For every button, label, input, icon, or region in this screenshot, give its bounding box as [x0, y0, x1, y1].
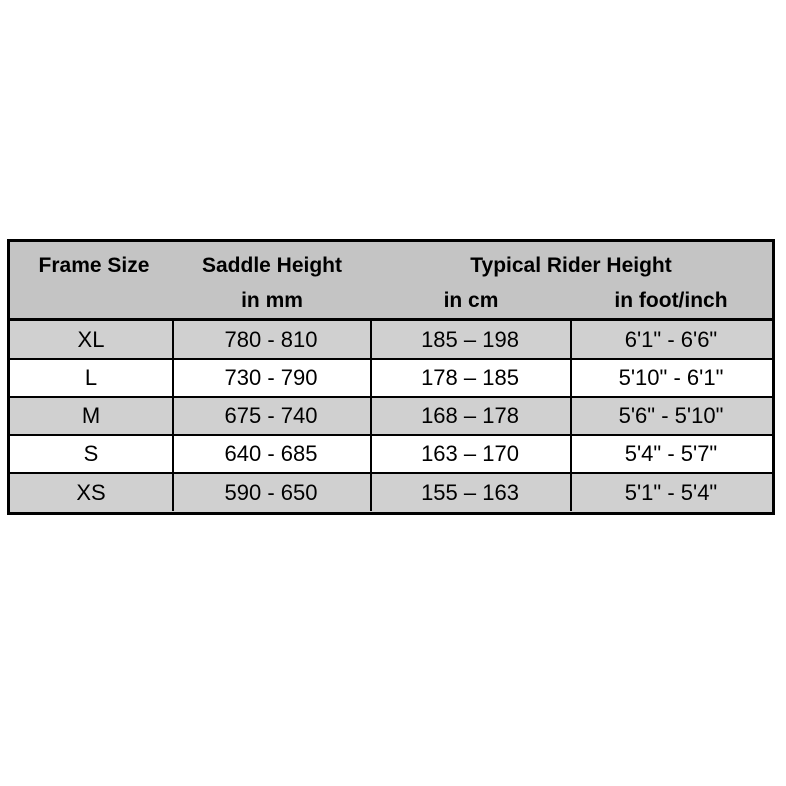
header-rider-foot: in foot/inch — [614, 289, 728, 312]
header-saddle-height: Saddle Height — [201, 254, 343, 277]
cell-rider-foot: 6'1" - 6'6" — [624, 326, 718, 352]
cell-frame-size: L — [84, 365, 98, 390]
cell-saddle-height: 675 - 740 — [224, 403, 318, 428]
cell-saddle-height: 640 - 685 — [224, 441, 318, 466]
cell-rider-cm: 163 – 170 — [421, 441, 519, 466]
column-divider — [370, 321, 372, 511]
cell-rider-cm: 185 – 198 — [421, 326, 519, 352]
cell-saddle-height: 730 - 790 — [224, 365, 318, 390]
header-saddle-unit: in mm — [241, 289, 303, 312]
cell-rider-foot: 5'1" - 5'4" — [624, 480, 718, 505]
cell-frame-size: S — [83, 441, 99, 466]
cell-frame-size: XL — [77, 326, 105, 352]
cell-rider-foot: 5'6" - 5'10" — [618, 403, 724, 428]
table-row — [10, 321, 772, 360]
table-header — [10, 242, 772, 321]
cell-rider-cm: 155 – 163 — [421, 480, 519, 505]
cell-rider-foot: 5'10" - 6'1" — [618, 365, 724, 390]
cell-saddle-height: 780 - 810 — [224, 326, 318, 352]
column-divider — [570, 321, 572, 511]
header-frame-size: Frame Size — [38, 254, 150, 277]
table-row — [10, 398, 772, 436]
table-row — [10, 360, 772, 398]
cell-rider-cm: 178 – 185 — [421, 365, 519, 390]
cell-rider-foot: 5'4" - 5'7" — [624, 441, 718, 466]
cell-frame-size: XS — [76, 480, 106, 505]
header-rider-height: Typical Rider Height — [470, 254, 672, 277]
table-row — [10, 436, 772, 474]
bike-size-table — [7, 239, 775, 515]
table-row — [10, 474, 772, 512]
cell-rider-cm: 168 – 178 — [421, 403, 519, 428]
cell-frame-size: M — [81, 403, 101, 428]
cell-saddle-height: 590 - 650 — [224, 480, 318, 505]
column-divider — [172, 321, 174, 511]
header-rider-cm: in cm — [443, 289, 499, 312]
